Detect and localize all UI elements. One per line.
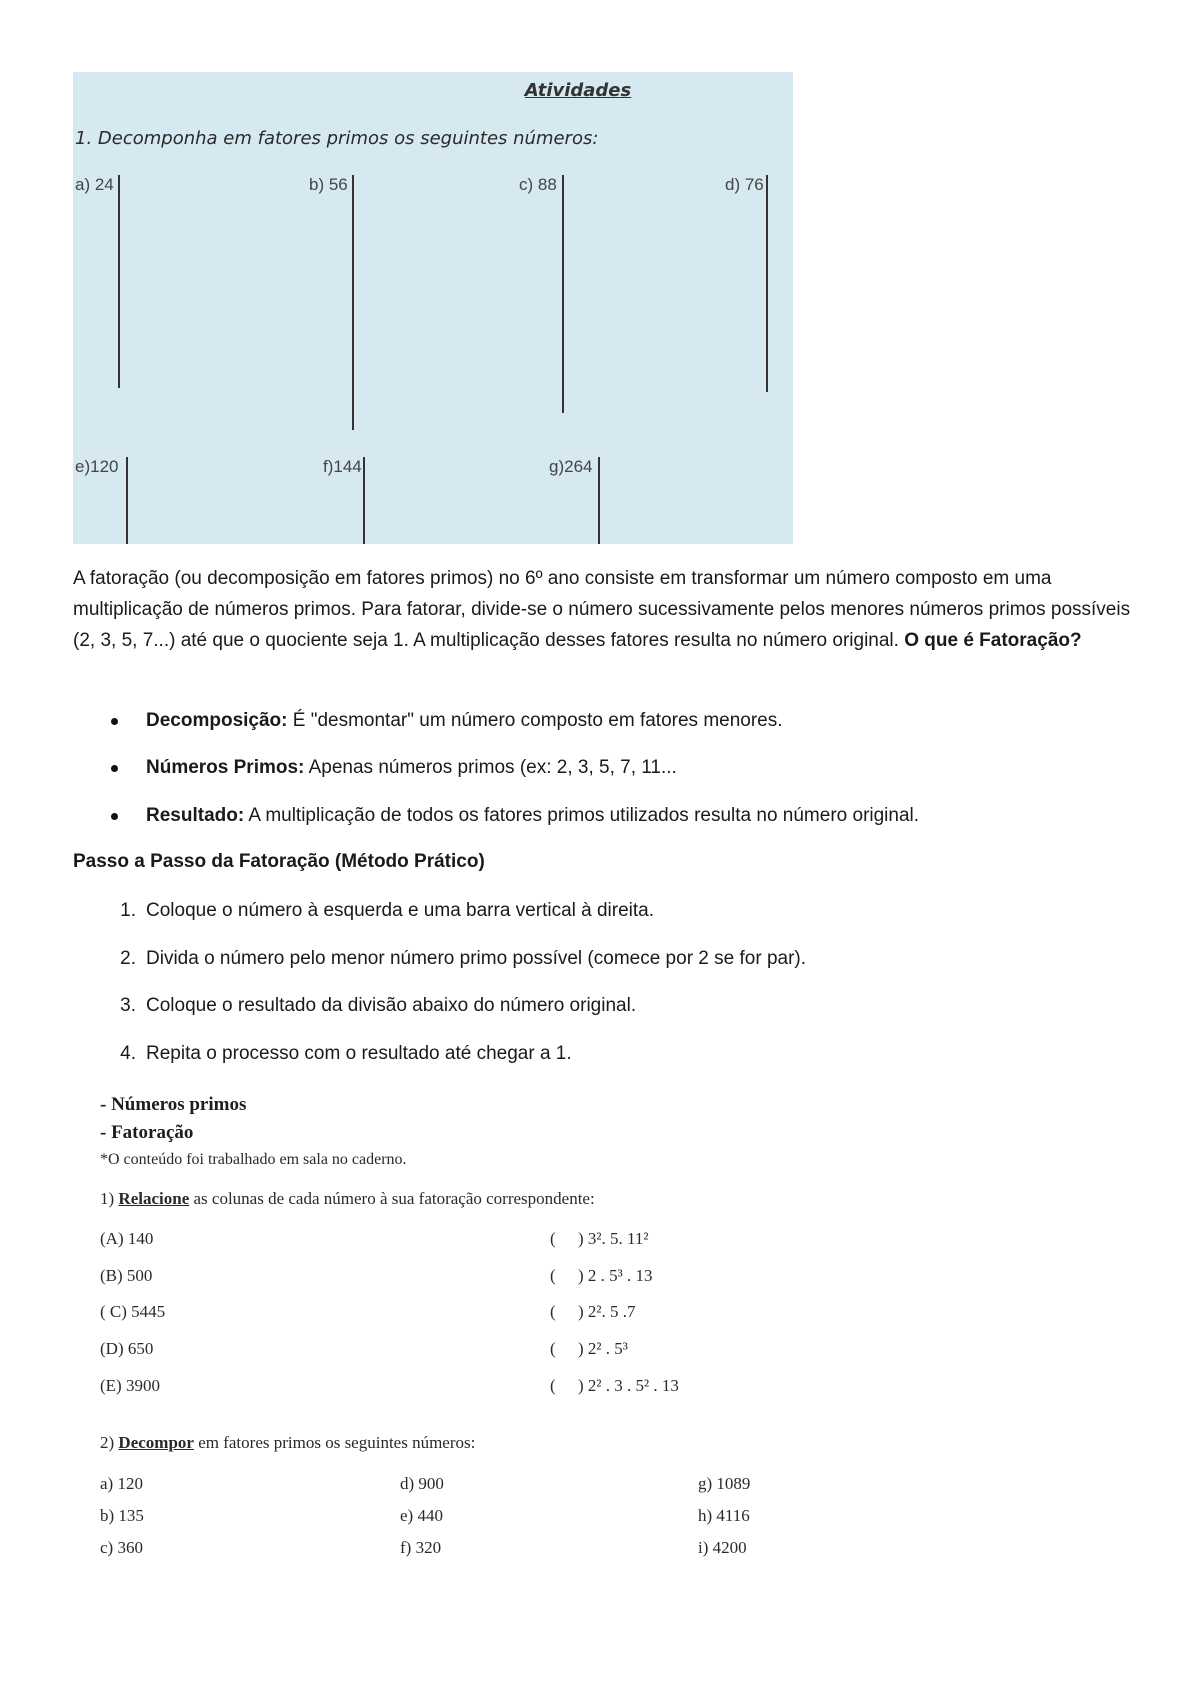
question-keyword: Decompor bbox=[118, 1433, 194, 1452]
decomp-item: f) 320 bbox=[400, 1538, 442, 1557]
step-text: Coloque o número à esquerda e uma barra vertical à direita. bbox=[146, 900, 655, 921]
division-bar bbox=[766, 175, 768, 392]
intro-question: O que é Fatoração? bbox=[904, 630, 1082, 651]
activity-item: e)120 bbox=[75, 457, 119, 476]
activity-item: b) 56 bbox=[309, 175, 348, 194]
activity-item: c) 88 bbox=[519, 175, 557, 194]
question-1 bbox=[100, 1189, 595, 1209]
match-right-item: ( ) 3². 5. 11² bbox=[550, 1229, 649, 1248]
division-bar bbox=[598, 457, 600, 544]
question-number: 2) bbox=[100, 1433, 119, 1452]
question-text: em fatores primos os seguintes números: bbox=[193, 1433, 476, 1452]
topic-primos: - Números primos bbox=[100, 1094, 247, 1115]
bullet-term: Decomposição: bbox=[146, 710, 288, 731]
division-bar bbox=[118, 175, 120, 388]
match-left-item: (B) 500 bbox=[100, 1266, 153, 1285]
match-left-item: (D) 650 bbox=[100, 1339, 154, 1358]
question-text: as colunas de cada número à sua fatoração correspondente: bbox=[189, 1189, 595, 1208]
bullet-text: É "desmontar" um número composto em fatores menores. bbox=[287, 710, 783, 731]
worksheet-note: *O conteúdo foi trabalhado em sala no caderno. bbox=[100, 1151, 407, 1168]
decomp-item: c) 360 bbox=[100, 1538, 143, 1557]
match-right-item: ( ) 2² . 3 . 5² . 13 bbox=[550, 1376, 679, 1395]
division-bar bbox=[363, 457, 365, 544]
activity-image bbox=[73, 72, 793, 544]
step-text: Divida o número pelo menor número primo possível (comece por 2 se for par). bbox=[146, 948, 807, 969]
activity-item: d) 76 bbox=[725, 175, 764, 194]
bullet-icon bbox=[111, 765, 118, 772]
bullet-term: Resultado: bbox=[146, 805, 245, 826]
bullet-term: Números Primos: bbox=[146, 757, 305, 778]
match-left-item: ( C) 5445 bbox=[100, 1302, 166, 1321]
bullet-icon bbox=[111, 718, 118, 725]
steps-heading: Passo a Passo da Fatoração (Método Prático) bbox=[73, 851, 485, 872]
activity-instruction: 1. Decomponha em fatores primos os seguintes números: bbox=[75, 128, 599, 149]
decomp-item: a) 120 bbox=[100, 1474, 143, 1493]
step-text: Coloque o resultado da divisão abaixo do número original. bbox=[146, 995, 637, 1016]
question-number: 1) bbox=[100, 1189, 119, 1208]
question-keyword: Relacione bbox=[118, 1189, 190, 1208]
step-text: Repita o processo com o resultado até chegar a 1. bbox=[146, 1043, 572, 1064]
bullet-icon bbox=[111, 813, 118, 820]
activity-item: a) 24 bbox=[75, 175, 114, 194]
decomp-item: i) 4200 bbox=[698, 1538, 747, 1557]
decomp-item: d) 900 bbox=[400, 1474, 444, 1493]
bullet-text: A multiplicação de todos os fatores primos utilizados resulta no número original. bbox=[244, 805, 920, 826]
topic-fatoracao: - Fatoração bbox=[100, 1122, 194, 1143]
intro-paragraph bbox=[73, 563, 1133, 656]
activity-title: Atividades bbox=[524, 80, 632, 101]
activity-item: g)264 bbox=[549, 457, 593, 476]
step-number: 4. bbox=[120, 1043, 136, 1064]
decomp-item: e) 440 bbox=[400, 1506, 443, 1525]
match-left-item: (E) 3900 bbox=[100, 1376, 160, 1395]
activity-item: f)144 bbox=[323, 457, 362, 476]
step-number: 1. bbox=[120, 900, 136, 921]
match-right-item: ( ) 2 . 5³ . 13 bbox=[550, 1266, 653, 1285]
division-bar bbox=[562, 175, 564, 413]
division-bar bbox=[352, 175, 354, 430]
decomp-item: g) 1089 bbox=[698, 1474, 751, 1493]
division-bar bbox=[126, 457, 128, 544]
match-right-item: ( ) 2². 5 .7 bbox=[550, 1302, 636, 1321]
match-right-item: ( ) 2² . 5³ bbox=[550, 1339, 628, 1358]
match-left-item: (A) 140 bbox=[100, 1229, 154, 1248]
question-2 bbox=[100, 1433, 475, 1453]
decomp-item: h) 4116 bbox=[698, 1506, 750, 1525]
intro-text: A fatoração (ou decomposição em fatores primos) no 6º ano consiste em transformar um número composto em uma multiplicação de números primos. Para fatorar, divide-se o número sucessivamente pelos menores números primos possíveis (2, 3, 5, 7...) até que o quociente seja 1. A multiplicação desses fatores resulta no número original. bbox=[73, 568, 1131, 651]
bullet-text: Apenas números primos (ex: 2, 3, 5, 7, 11... bbox=[304, 757, 677, 778]
step-number: 2. bbox=[120, 948, 136, 969]
decomp-item: b) 135 bbox=[100, 1506, 144, 1525]
step-number: 3. bbox=[120, 995, 136, 1016]
